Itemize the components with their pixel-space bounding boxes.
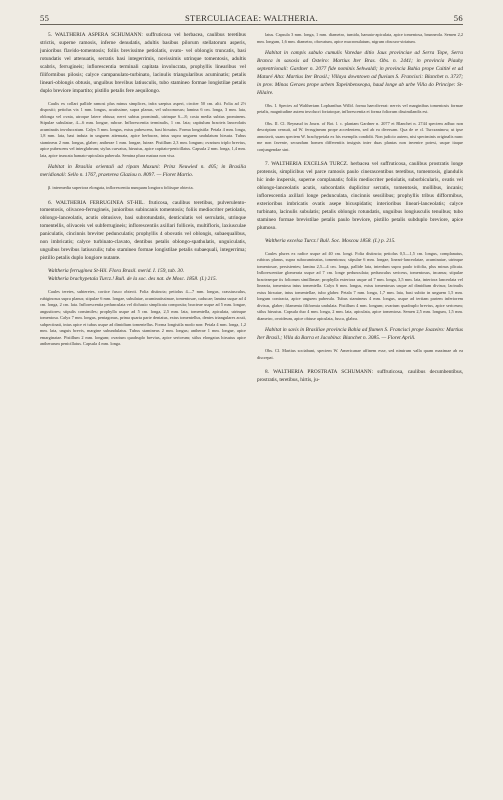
page-number-right: 56 — [453, 13, 463, 23]
left-column — [40, 32, 246, 792]
species-6-detail-cont: latus. Capsula 3 mm. longa, 1 mm. diametro, tumida, hamato-apiculata, apice tomentosa, brunneola. Semen 2,2 mm. longum, 1,6 mm. diametro, obovatum, apice mucronulatum, nigrum obscuro-striatum. — [257, 32, 463, 44]
page-number-left: 55 — [40, 13, 50, 23]
right-column — [257, 32, 463, 792]
species-7-habitat: Habitat in savis in Brasiliae provincia Bahia ad flumen S. Francisci prope Joazeiro: Martius Iter Brasil.; Villa da Barra et Jacobina: Blanchet n. 3085. — Floret Aprili. — [257, 327, 463, 342]
species-5-variety: β. intermedia superiora elongata, inflorescentia nunquam longiora foliisque obtecta. — [48, 185, 194, 191]
species-6-obs-1: Obs. I. Species ad Waltheriam Lophanthus Willd. forma haecdiverat: nervis vel marginibus tomentosis formae petalis, magnitudine autem involucri foriatoque, inflorescentia et forma foliorum dissimilandis est. — [257, 102, 463, 115]
species-7-description: 7. WALTHERIA EXCELSA TURCZ. herbacea vel suffruticosa, caulibus prostratis longe protensis, simplicibus vel parce ramosis paulo cinerascentibus teretibus, tomentosis, glandulis hic inde inspersis, superne complanatis; foliis mediocriter petiolatis, suborbicularis, ovatis vel oblongo-lanceolatis acutis, subcordatis duplicitur serratis, tomentosis, mollibus, incanis; inflorescentia axillari longe pedunculata, cincinnis sessilibus; prophyllis tribus difformibus, exterioribus imbricatis ovatis asepe bicuspidatis; interioribus lineari-lanceolatis; calyce turbinato, lacinulis subulatis; petalis oblongis rotundatis, unguibus longiusculis tenuibus; tubo stamineo formae brevistilae petalis paulo breviore, pistillo petalis subduplo breviore, apice plumoso. — [257, 161, 463, 231]
species-6-reference-2: Waltheria brachypetala Turcz.! Bull. de la soc. des nat. de Mosc. 1858. (I.) 215. — [48, 276, 217, 283]
species-7-obs: Obs. Cl. Martius sociabunt, speciem W. Americanae affinem esse, sed nimirum valla quam maximae ab ea discrepat. — [257, 348, 463, 360]
species-7-reference: Waltheria excelsa Turcz.! Bull. Soc. Moscou 1858. (I.) p. 215. — [265, 237, 396, 244]
species-6-reference-1: Waltheria ferruginea St-Hil. Flora Brasil. merid. I. 159, tab. 30. — [48, 268, 185, 275]
header-rule — [40, 24, 463, 25]
species-6-habitat: Habitat in campis sabulo cumulis Varedae ditio Jaus provinciae ad Serra Tope, Serra Branca in saxosis ad Osteiro: Martius Iter Bras. Obs. n. 2441; in provincia Piauhy septentrionali: Gardner n. 2077 fide nominis Sehwaldi; in provincia Bahia prope Caitité et ad Maturé Alta: Martius Iter Brasil.; Villaya downtown ad fluvium S. Francisci: Blanchet n. 3737; in prov. Minas Geraes prope urbem Tapeinbenseopa, haud longe ab urbe Villa do Principe: St-Hilaire. — [257, 50, 463, 96]
species-7-detail: Caules plures ex radice usque ad 40 cm. longi. Folia distincta; petiolus 0,5—1,5 cm. longus, complanatus, rubicus planus, supra subacuminatus, tomentosus; stipulae 6 mm. longae, lineari-lanceolatae, acuminatae, utrinque tomentosae, persistentes; lamina 2,5—4 cm. longa, pallide lata, interdum supra paulo trifolia, plus minus plicata. Inflorescentiae glomerata usque ad 7 cm. longe pedunculata; pedunculus sericeus, tomentosus, incanus; stipulae bracteaeque iis foliorum simillimae; prophylla exteriora usque ad 7 mm. longa, 3,5 mm. lata, interiora lanceolata vel linearia, tomentosa intus tomentella. Calyx 6 mm. longus, extus tomentosus usque ad dimidium divisus; lacinulis extus hirsutae, intus tomentellae, tubo glaber. Petala 7 mm. longa, 1,7 mm. lata, basi subito in unguem 1,5 mm. longum contracta, apice unguem puberula. Tubus stamineus 4 mm. longus, usque ad tertiam partem inferiorem divisus, glaber; filamenta filiformia undulata. Pistillum 4 mm. longum; ovarium quadruplo brevius, apice sericeum; stilus hirsutus. Capsula duo 4 mm. longa, 2 mm. lata, apiculata, apice tomentosa. Semen 2,5 mm. longum, 1,5 mm. diametro, ovoideum, apice obtuse apiculata, fusca, glabra. — [257, 250, 463, 321]
species-5-habitat: Habitat in Brasilia orientali ad ripam Maxuni: Prinz Neuwied n. 405; in Brasilia meridionali: Sello n. 1767, praeterea Glaziou n. 8097. — Floret Martio. — [40, 164, 246, 179]
species-6-obs-2: Obs. II. Cl. Reynaud in Journ. of Bot. l. c. plantam Gardner n. 2077 et Blanchet n. 2744 speciem adhuc non descriptam censuit, ad W. ferrugineam prope accedentem, sed ab ea diversam. Qua de re cl. Turczaninow, ut ipse annotavit, suam speciem W. brachypetala ex his exemplis condidit. Non judicio autem, nisi speciminis originalis nunc me non favente, secundum homen differentiis insignis inter duas plantas non invenire potest, usque itaque conjungendae sint. — [257, 120, 463, 152]
running-title: STERCULIACEAE: WALTHERIA. — [184, 13, 319, 23]
species-5-detail: Caulis ex collari pallide ramosi plus minus simplices, infra saepius asperi, circiter 50 cm. alti. Folia ad 2½ dispositi; petiolus vix 1 mm. longus, acutissime, supra planus, vel subcomosus; lamina 6 cm. longa, 3 mm. lata, oblonga vel ovata, utroque latere obtusa; nervi subtus prominuli, utrinque 6—8; costa media subtus prominens. Stipulae subulatae, 4—6 mm. longae, rubrae. Inflorescentia terminalis, 1 cm. lata; capitulum bracteis lanceolatis acuminatis involucratum. Calyx 5 mm. longus, extus pubescens, basi hirsutus. Forma longistila: Petala 4 mm. longa, 1,8 mm. lata, basi induta in unguem attenuata, apice herbacea, intus supra unguem undulatum hirsuta. Tubus stamineus 2 mm. longus, glaber; antherae 1 mm. longae, luteae. Pistillum 2,3 mm. longum; ovarium triplo brevius, apice pubescens vel interglabrum; stylus curvatus, hirsutus, apice capitato-penicillatus. Capsula 2 mm. longa, 1,4 mm. lata, apice truncata hamato-apiculata puberula. Semina plura matura non visa. — [40, 100, 246, 158]
species-6-description: 6. WALTHERIA FERRUGINEA ST-HIL. fruticosa, caulibus teretibus, pulverulento-tomentosis, olivaceo-ferrugineis, junioribus subincanis tomentosis; foliis mediocriter petiolatis, oblongo-lanceolatis, acutis obtusisve, basi subrotundatis, denticulatis vel serrulatis, utrinque tomentellis, olivaceis vel subferrugineis; inflorescentiis axillari folliceis, multifloris, laxiusculae paniculatis, cincinnis breviter pedunculatis; prophyllis 4 obovatis vel oblongis, subaequalibus, non imbricatis; calyce turbinato-clavato, dentibus petalis oblongo-spathulatis, unguiculatis, unguibus brevibus latiusculis; tubo stamineo formae longistilae petalis subaequali, integerrima; pistillo petalis duplo longiore nutante. — [40, 199, 246, 262]
species-8-description: 8. WALTHERIA PROSTRATA SCHUMANN: suffruticosa, caulibus decumbentibus, prostratis, teretibus, hirtis, ju- — [257, 369, 463, 384]
species-6-detail: Caules teretes, subteretes, cortice fusco obtecti. Folia distincta; petiolus 4—7 mm. longus, crassiusculus, rubiginosus supra planus; stipulae 6 mm. longae, subulatae, acuminatissimae, tomentosae, caducae; lamina usque ad 4 cm. longa, 2 cm. lata. Inflorescentia pedunculata vel dichasio simplicata composita; bracteae usque ad 5 mm. longae, angustiores; stipulis consimiles; prophylla usque ad 5 cm. longa, 2,5 mm. lata, tomentella, apiculata, utrinque tomentosa. Calyx 7 mm. longus, pentagonus, prima quarta parte dentatus, extus tomentellus, dentes triangulares acuti, subpectinati, intus apice et tubus usque ad dimidium tomentellus. Forma longistila modo non: Petala 4 mm. longa, 1,2 mm. lata, unguis brevis, margine subundulatus. Tubus stamineus 2 mm. longus; antherae 1 mm. longae, apice emarginatae. Pistillum 2 mm. longum; ovarium quadruplo brevius, apice sericeum; stilus elongatus hirsutus apice antherarum penicillatus. Capsula 4 mm. longa. — [40, 289, 246, 347]
species-5-description: 5. WALTHERIA ASPERA SCHUMANN: suffruticosa vel herbacea, caulibus teretibus strictis, superne ramosis, inferne denudatis, adultis basibus pilorum stellatorum asperis, junioribus flavido-tomentosis; foliis brevissime petiolatis, ovato- vel oblongis truncatis, basi rotundatis vel attenuatis, serratis basi integerrimis, novissimis utrinque tomentosis, adultis scabris, ferrugineis; inflorescentia terminali capitata involucrata, prophyllis linearibus vel filiformibus pilosis; calyce campanulato-turbinato, lacinulis triangularibus acuminatis; petalis lineari-oblongis obtusis, unguibus brevibus latiusculis, tubo stamineo formae longistilae petalis duplo breviore impartito; pistillo petalis fere aequilongo. — [40, 32, 246, 94]
